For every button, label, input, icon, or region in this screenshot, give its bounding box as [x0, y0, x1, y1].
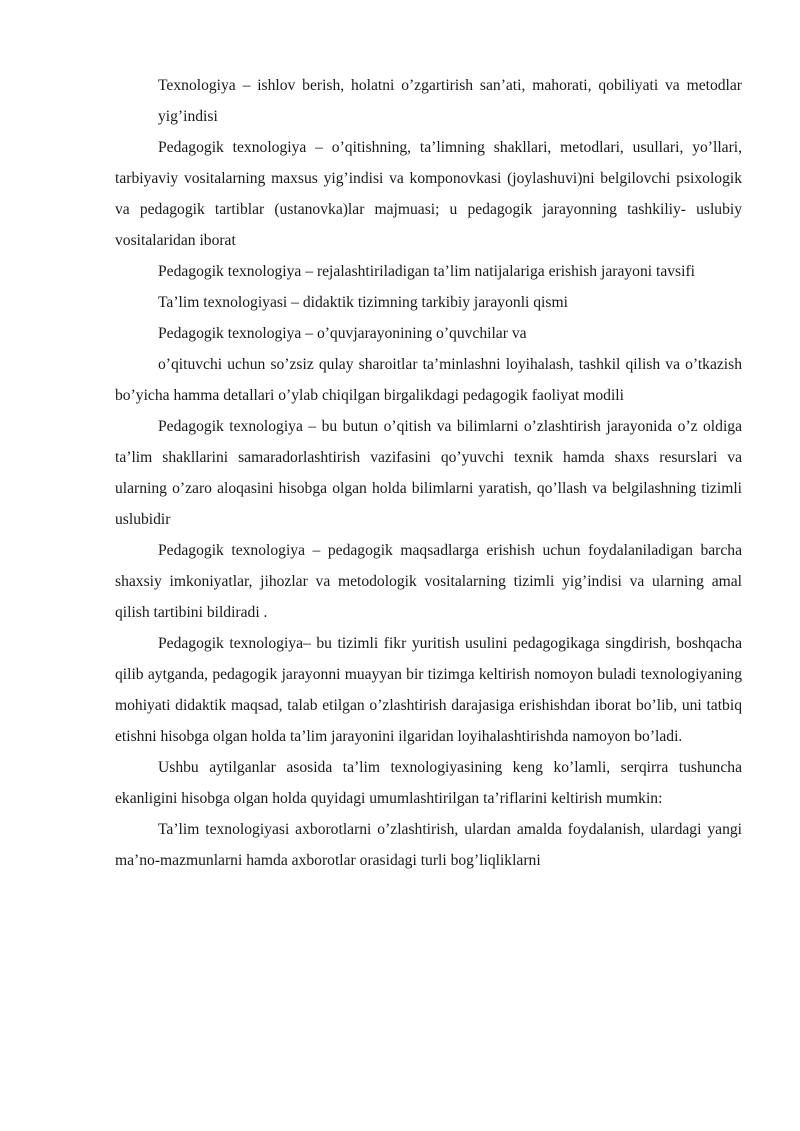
- paragraph-definition-pedagogik-texnologiya-3: Pedagogik texnologiya – o’quvjarayonining o’quvchilar va: [158, 325, 527, 342]
- paragraph-definition-pedagogik-texnologiya-5: Pedagogik texnologiya – pedagogik maqsadlarga erishish uchun foydalaniladigan barcha shaxsiy imkoniyatlar, jihozlar va metodologik vositalarning tizimli yig’indisi va ularning amal qilish tartibini bildiradi .: [115, 542, 742, 621]
- paragraph-definition-texnologiya: Texnologiya – ishlov berish, holatni o’zgartirish san’ati, mahorati, qobiliyati va metodlar yig’indisi: [158, 77, 742, 125]
- paragraph-definition-pedagogik-texnologiya-6: Pedagogik texnologiya– bu tizimli fikr yuritish usulini pedagogikaga singdirish, boshqacha qilib aytganda, pedagogik jarayonni muayyan bir tizimga keltirish nomoyon buladi texnologiyaning mohiyati didaktik maqsad, talab etilgan o’zlashtirish darajasiga erishishdan iborat bo’lib, uni tatbiq etishni hisobga olgan holda ta’lim jarayonini ilgaridan loyihalashtirishda namoyon bo’ladi.: [115, 635, 742, 745]
- paragraph-summary-intro: Ushbu aytilganlar asosida ta’lim texnologiyasining keng ko’lamli, serqirra tushuncha ekanligini hisobga olgan holda quyidagi umumlashtirilgan ta’riflarini keltirish mumkin:: [115, 759, 742, 807]
- paragraph-definition-talim-texnologiyasi: Ta’lim texnologiyasi – didaktik tizimning tarkibiy jarayonli qismi: [158, 294, 568, 311]
- paragraph-definition-pedagogik-texnologiya-4: Pedagogik texnologiya – bu butun o’qitish va bilimlarni o’zlashtirish jarayonida o’z oldiga ta’lim shakllarini samaradorlashtirish vazifasini qo’yuvchi texnik hamda shaxs resurslari va ularning o’zaro aloqasini hisobga olgan holda bilimlarni yaratish, qo’llash va belgilashning tizimli uslubidir: [115, 418, 742, 528]
- paragraph-continuation: o’qituvchi uchun so’zsiz qulay sharoitlar ta’minlashni loyihalash, tashkil qilish va o’tkazish bo’yicha hamma detallari o’ylab chiqilgan birgalikdagi pedagogik faoliyat modili: [115, 356, 742, 404]
- paragraph-definition-pedagogik-texnologiya-1: Pedagogik texnologiya – o’qitishning, ta’limning shakllari, metodlari, usullari, yo’llari, tarbiyaviy vositalarning maxsus yig’indisi va komponovkasi (joylashuvi)ni belgilovchi psixologik va pedagogik tartiblar (ustanovka)lar majmuasi; u pedagogik jarayonning tashkiliy- uslubiy vositalaridan iborat: [115, 139, 742, 249]
- paragraph-definition-pedagogik-texnologiya-2: Pedagogik texnologiya – rejalashtiriladigan ta’lim natijalariga erishish jarayoni tavsifi: [158, 263, 695, 280]
- paragraph-talim-texnologiyasi-definition: Ta’lim texnologiyasi axborotlarni o’zlashtirish, ulardan amalda foydalanish, ulardagi yangi ma’no-mazmunlarni hamda axborotlar orasidagi turli bog’liqliklarni: [115, 821, 742, 869]
- document-page: [115, 70, 742, 876]
